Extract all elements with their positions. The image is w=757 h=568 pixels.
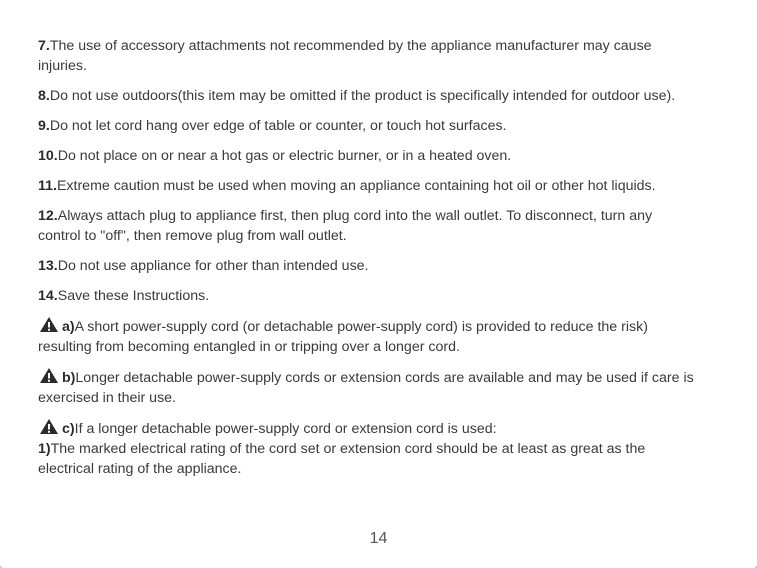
- list-item: [38, 286, 698, 306]
- warning-item: [38, 418, 698, 439]
- warning-triangle-icon: [39, 367, 59, 384]
- list-item: [38, 116, 698, 136]
- item-text: Do not place on or near a hot gas or electric burner, or in a heated oven.: [57, 148, 512, 164]
- warning-text: A short power-supply cord (or detachable power-supply cord) is provided to reduce the risk) resulting from becoming entangled in or tripping over a longer cord.: [38, 319, 648, 355]
- item-number: 9.: [38, 118, 50, 134]
- item-number: 11.: [38, 178, 57, 194]
- warning-item: [38, 316, 698, 357]
- warning-label: b): [62, 370, 76, 386]
- warning-text: If a longer detachable power-supply cord or extension cord is used:: [74, 421, 497, 437]
- item-text: Do not use appliance for other than intended use.: [57, 258, 369, 274]
- item-text: The use of accessory attachments not recommended by the appliance manufacturer may cause injuries.: [38, 38, 652, 74]
- sub-item-text: The marked electrical rating of the cord set or extension cord should be at least as great as the electrical rating of the appliance.: [38, 441, 646, 477]
- warning-item: [38, 367, 698, 408]
- item-text: Do not use outdoors(this item may be omitted if the product is specifically intended for outdoor use).: [49, 88, 676, 104]
- item-number: 7.: [38, 38, 50, 54]
- warning-triangle-icon: [39, 418, 59, 435]
- warning-triangle-icon: [39, 316, 59, 333]
- item-number: 10.: [38, 148, 58, 164]
- warning-label: c): [62, 421, 75, 437]
- instructions-page: [38, 36, 698, 489]
- item-text: Save these Instructions.: [57, 288, 210, 304]
- list-item: [38, 256, 698, 276]
- list-item: [38, 206, 698, 246]
- item-text: Do not let cord hang over edge of table or counter, or touch hot surfaces.: [49, 118, 507, 134]
- warning-label: a): [62, 319, 75, 335]
- sub-item-number: 1): [38, 441, 51, 457]
- item-number: 13.: [38, 258, 58, 274]
- item-text: Always attach plug to appliance first, then plug cord into the wall outlet. To disconnect, turn any control to "off", then remove plug from wall outlet.: [38, 208, 653, 244]
- page-number: 14: [369, 530, 388, 547]
- item-number: 8.: [38, 88, 50, 104]
- list-item: [38, 36, 698, 76]
- warning-text: Longer detachable power-supply cords or extension cords are available and may be used if care is exercised in their use.: [38, 370, 694, 406]
- list-item: [38, 176, 698, 196]
- list-item: [38, 86, 698, 106]
- item-text: Extreme caution must be used when moving an appliance containing hot oil or other hot liquids.: [56, 178, 656, 194]
- item-number: 14.: [38, 288, 58, 304]
- list-item: [38, 146, 698, 166]
- item-number: 12.: [38, 208, 58, 224]
- sub-list-item: [38, 439, 698, 479]
